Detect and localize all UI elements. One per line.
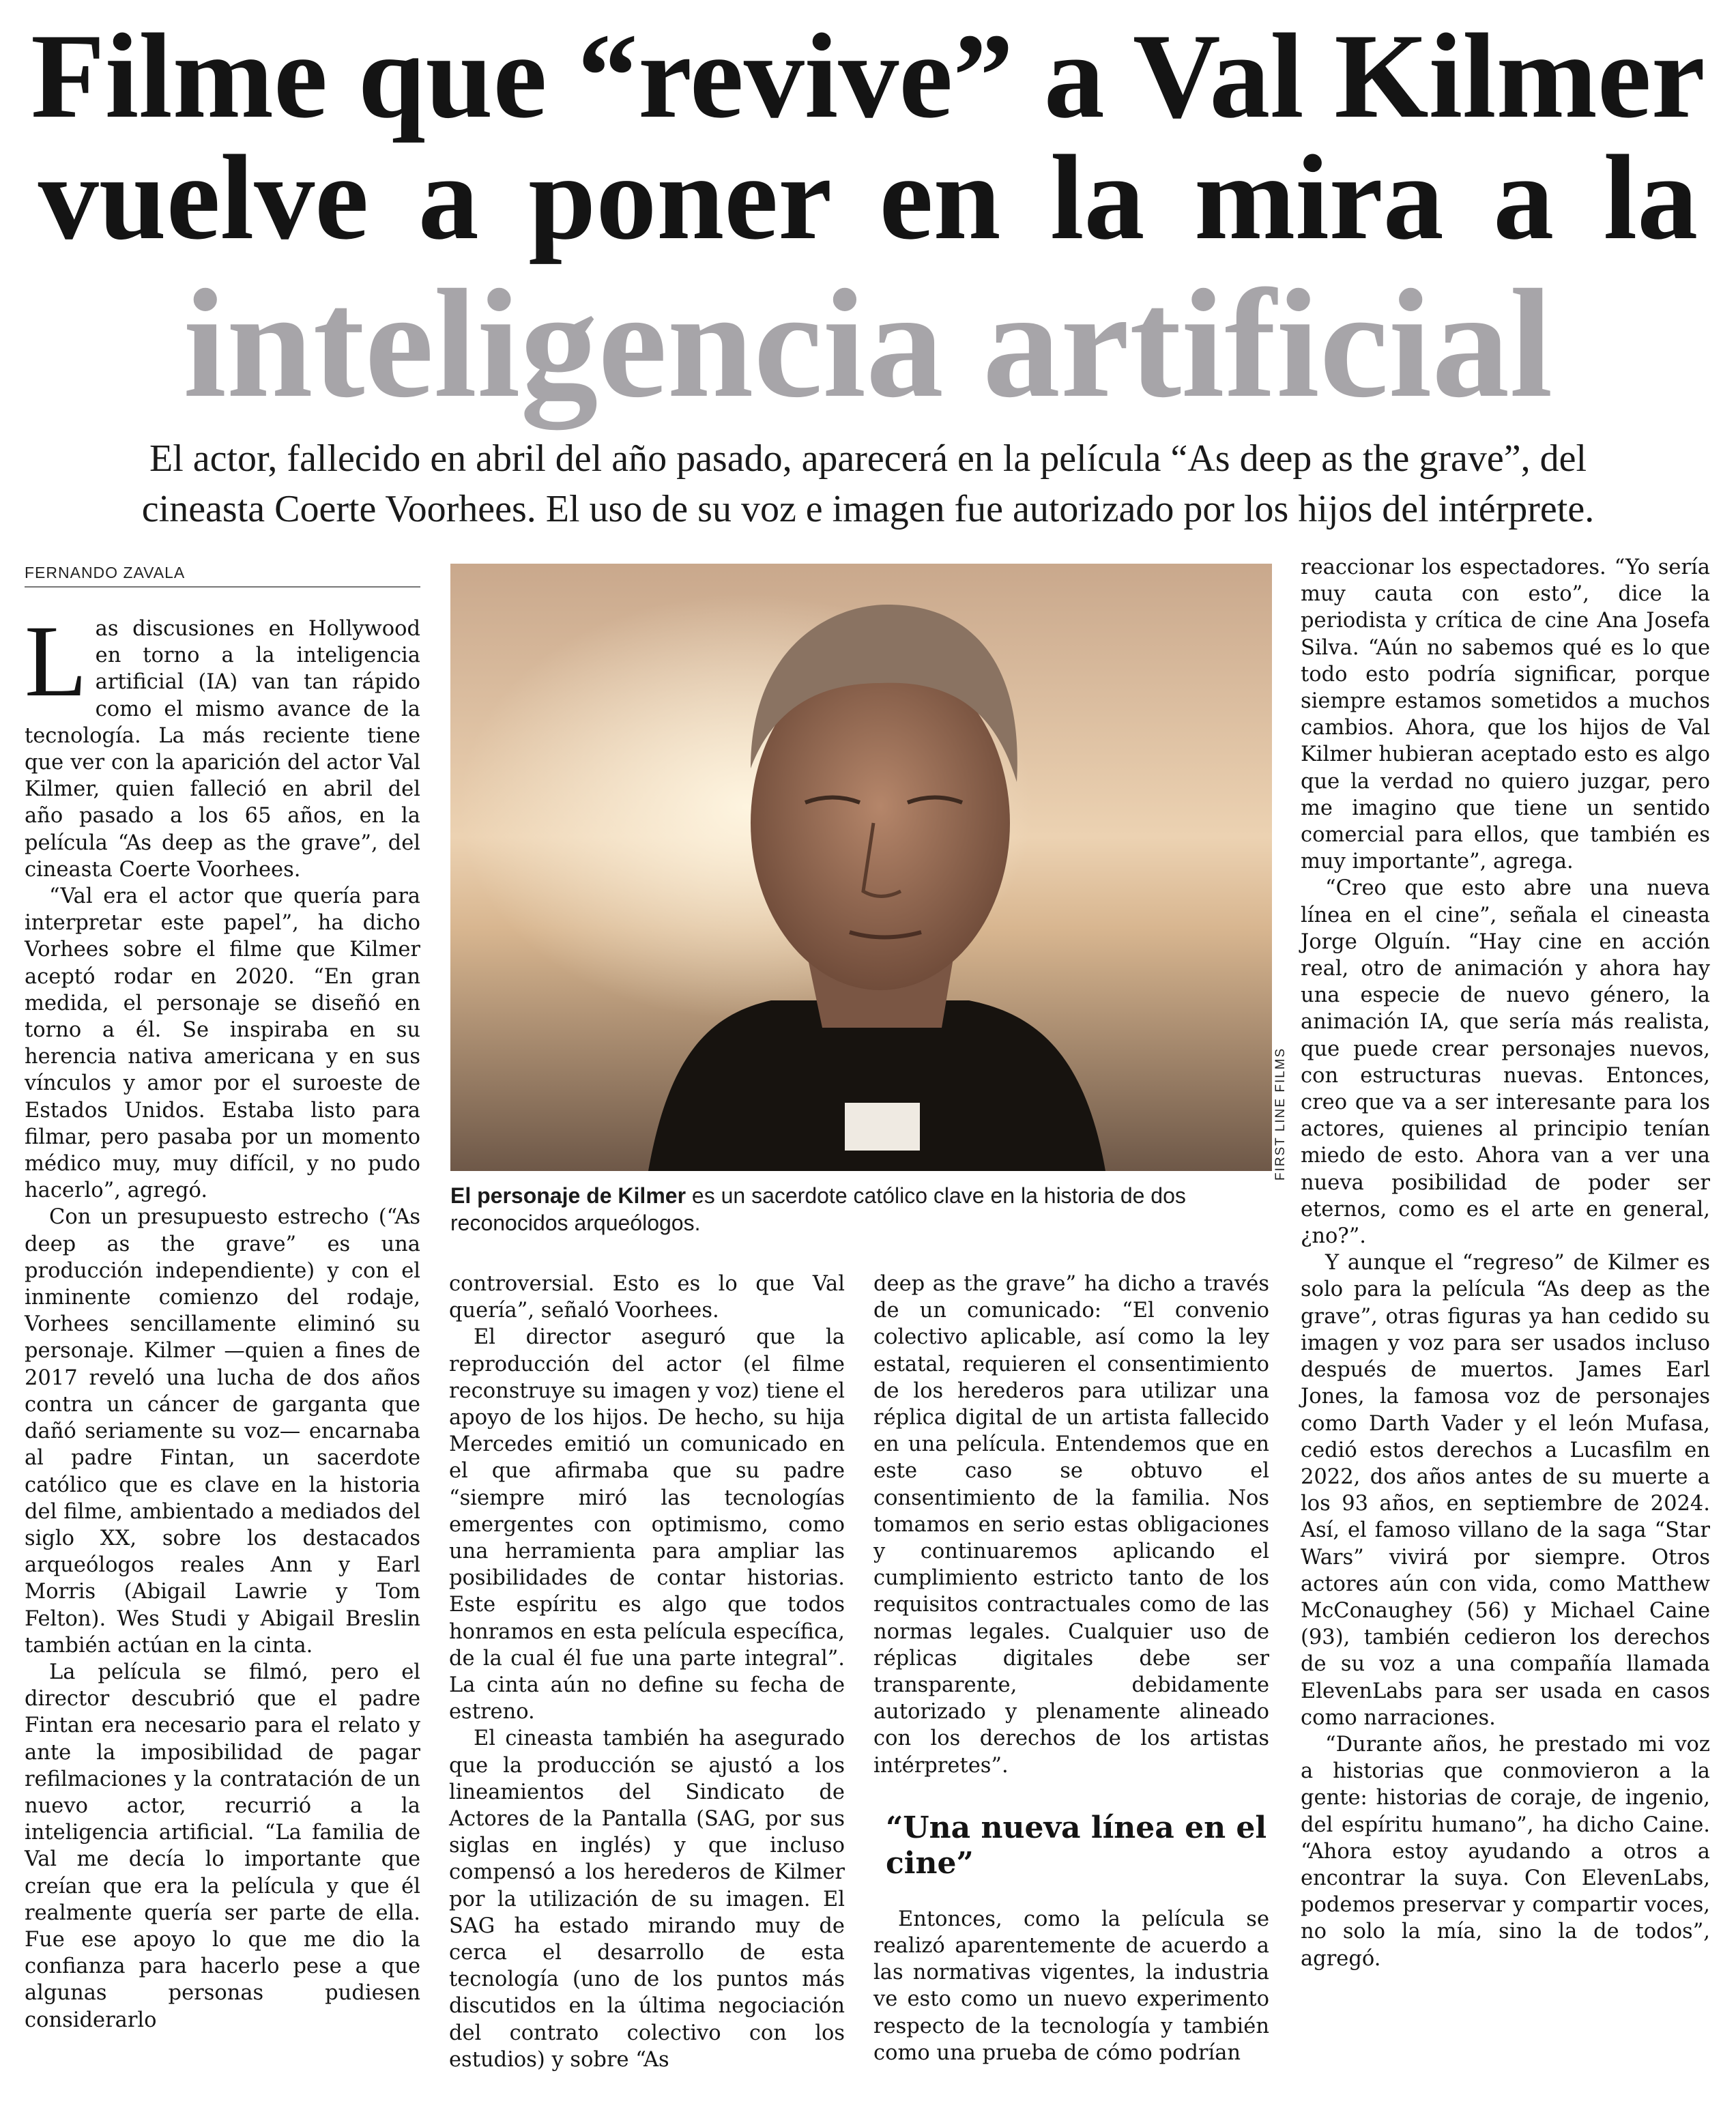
headline-line-1: Filme que “revive” a Val Kilmer bbox=[31, 8, 1705, 143]
article-paragraph: El director aseguró que la reproducción del actor (el filme reconstruye su imagen y voz) tiene el apoyo de los hijos. De hecho, su hija Mercedes emitió un comunicado en el que afirmaba que su padre “siempre miró las tecnologías emergentes con optimismo, como una herramienta para ampliar las posibilidades de contar historias. Este espíritu es algo que todos honramos en esta película específica, de la cual él fue una parte integral”. La cinta aún no define su fecha de estreno. bbox=[449, 1325, 845, 1724]
article-paragraph bbox=[25, 605, 420, 883]
article-paragraph: El cineasta también ha asegurado que la producción se ajustó a los lineamientos del Sindicato de Actores de la Pantalla (SAG, por sus siglas en inglés) y que incluso compensó a los herederos de Kilmer por la utilización de su imagen. El SAG ha estado mirando muy de cerca el desarrollo de esta tecnología (uno de los puntos más discutidos en la última negociación del contrato colectivo con los estudios) y sobre “As bbox=[449, 1726, 845, 2072]
article-paragraph: reaccionar los espectadores. “Yo sería muy cauta con esto”, dice la periodista y crítica de cine Ana Josefa Silva. “Aún no sabemos qué es lo que todo esto podría significar, porque siempre estamos sometidos a muchos cambios. Ahora, que los hijos de Val Kilmer hubieran aceptado esto es algo que la verdad no quiero juzgar, pero me imagino que tiene un sentido comercial para ellos, que también es muy importante”, agrega. bbox=[1301, 555, 1710, 874]
photo-credit: FIRST LINE FILMS bbox=[1273, 1047, 1288, 1181]
article-paragraph: “Durante años, he prestado mi voz a historias que conmovieron a la gente: historias de coraje, de ingenio, del espíritu humano”, ha dicho Caine. “Ahora estoy ayudando a otros a encontrar la suya. Con ElevenLabs, podemos preservar y compartir voces, no solo la mía, sino la de todos”, agregó. bbox=[1301, 1732, 1710, 1971]
article-paragraph: Entonces, como la película se realizó aparentemente de acuerdo a las normativas vigentes, la industria ve esto como un nuevo experimento respecto de la tecnología y también como una prueba de cómo podrían bbox=[873, 1907, 1269, 2065]
article-paragraph: “Val era el actor que quería para interpretar este papel”, ha dicho Vorhees sobre el filme que Kilmer aceptó rodar en 2020. “En gran medida, el personaje se diseñó en torno a él. Se inspiraba en su herencia nativa americana y en sus vínculos y amor por el suroeste de Estados Unidos. Estaba listo para filmar, pero pasaba por un momento médico muy, muy difícil, y no pudo hacerlo”, agregó. bbox=[25, 884, 420, 1203]
paragraph-text: as discusiones en Hollywood en torno a la inteligencia artificial (IA) van tan rápido como el mismo avance de la tecnología. La más reciente tiene que ver con la aparición del actor Val Kilmer, quien falleció en abril del año pasado a los 65 años, en la película “As deep as the grave”, del cineasta Coerte Voorhees. bbox=[25, 617, 420, 882]
article-column-4 bbox=[1301, 554, 1710, 1972]
photo-caption bbox=[450, 1182, 1272, 1237]
article-paragraph: “Creo que esto abre una nueva línea en el cine”, señala el cineasta Jorge Olguín. “Hay cine en acción real, otro de animación y ahora hay una especie de nuevo género, la animación IA, que sería más realista, que puede crear personajes nuevos, con estructuras nuevas. Entonces, creo que va a ser interesante para los actores, quienes al principio tenían miedo de esto. Ahora van a ver una nueva posibilidad de poder ser eternos, como es el arte en general, ¿no?”. bbox=[1301, 876, 1710, 1249]
caption-text: es un sacerdote católico clave en la historia de dos reconocidos arqueólogos. bbox=[450, 1183, 1186, 1235]
article-paragraph: Y aunque el “regreso” de Kilmer es solo para la película “As deep as the grave”, otras figuras ya han cedido su imagen y voz para ser usados incluso después de muertos. James Earl Jones, la famosa voz de personajes como Darth Vader y el león Mufasa, cedió estos derechos a Lucasfilm en 2022, dos años antes de su muerte a los 93 años, en septiembre de 2024. Así, el famoso villano de la saga “Star Wars” vivirá por siempre. Otros actores aún con vida, como Matthew McConaughey (56) y Michael Caine (93), también cedieron los derechos de su voz a una compañía llamada ElevenLabs para ser usada en casos como narraciones. bbox=[1301, 1251, 1710, 1730]
article-paragraph: La película se filmó, pero el director descubrió que el padre Fintan era necesario para el relato y ante la imposibilidad de pagar refilmaciones y la contratación de un nuevo actor, recurrió a la inteligencia artificial. “La familia de Val me decía lo importante que creían que era la película y que él realmente quería ser parte de ella. Fue ese apoyo lo que me dio la confianza para hacerlo pese a que algunas personas pudiesen considerarlo bbox=[25, 1660, 420, 2032]
dek-line-1: El actor, fallecido en abril del año pasado, aparecerá en la película “As deep as the grave”, del bbox=[149, 437, 1587, 480]
article-paragraph: deep as the grave” ha dicho a través de un comunicado: “El convenio colectivo aplicable, así como la ley estatal, requieren el consentimiento de los herederos para utilizar una réplica digital de un artista fallecido en una película. Entendemos que en este caso se obtuvo el consentimiento de la familia. Nos tomamos en serio estas obligaciones y continuaremos aplicando el cumplimiento estricto tanto de los requisitos contractuales como de las normas legales. Cualquier uso de réplicas digitales debe ser transparente, debidamente autorizado y plenamente alineado con los derechos de los artistas intérpretes”. bbox=[873, 1272, 1269, 1778]
headline-line-3: inteligencia artificial bbox=[183, 258, 1553, 430]
clerical-collar bbox=[845, 1103, 920, 1151]
caption-lead: El personaje de Kilmer bbox=[450, 1183, 686, 1208]
article-paragraph: Con un presupuesto estrecho (“As deep as the grave” es una producción independiente) y con el inminente comienzo del rodaje, Vorhees sencillamente eliminó su personaje. Kilmer —quien a fines de 2017 reveló una lucha de dos años contra un cáncer de garganta que dañó seriamente su voz— encarnaba al padre Fintan, un sacerdote católico que es clave en la historia del filme, ambientado a mediados del siglo XX, sobre los destacados arqueólogos reales Ann y Earl Morris (Abigail Lawrie y Tom Felton). Wes Studi y Abigail Breslin también actúan en la cinta. bbox=[25, 1205, 420, 1658]
article-paragraph: controversial. Esto es lo que Val quería”, señaló Voorhees. bbox=[449, 1272, 845, 1323]
subheading: “Una nueva línea en el cine” bbox=[886, 1810, 1267, 1881]
byline: FERNANDO ZAVALA bbox=[25, 564, 420, 588]
drop-cap: L bbox=[25, 605, 87, 718]
headline-line-2: vuelve a poner en la mira a la bbox=[38, 130, 1698, 265]
article-column-3 bbox=[873, 1271, 1269, 2066]
dek-line-2: cineasta Coerte Voorhees. El uso de su voz e imagen fue autorizado por los hijos del intérprete. bbox=[141, 488, 1595, 530]
article-column-1 bbox=[25, 605, 420, 2034]
article-column-2 bbox=[449, 1271, 845, 2073]
article-photo bbox=[450, 564, 1272, 1171]
